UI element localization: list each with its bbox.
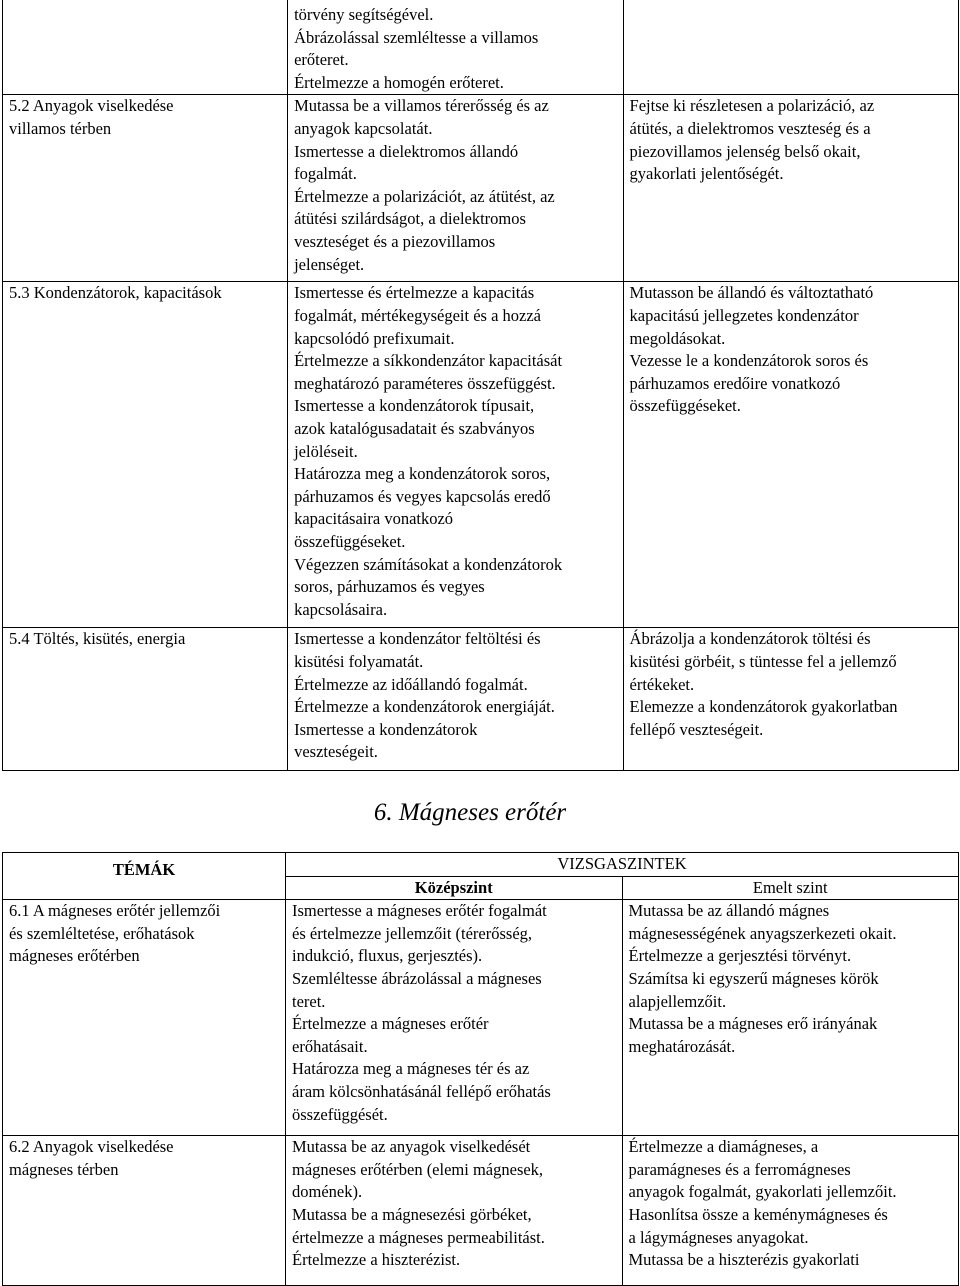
text-line: Értelmezze a gerjesztési törvényt. [628, 946, 852, 966]
text-line: Ismertesse és értelmezze a kapacitás [294, 283, 535, 303]
text-line: fogalmát. [294, 164, 357, 184]
text-line: meghatározó paraméteres összefüggést. [294, 373, 556, 393]
text-line: Értelmezze a mágneses erőtér [292, 1014, 489, 1034]
text-line: Ismertesse a dielektromos állandó [294, 141, 519, 161]
text-line: kapcsolásaira. [294, 599, 388, 619]
text-line: domének). [292, 1182, 363, 1202]
text-line: Vezesse le a kondenzátorok soros és [629, 351, 869, 371]
text-line: kapacitású jellegzetes kondenzátor [629, 305, 859, 325]
text-line: 5.2 Anyagok viselkedése [9, 96, 174, 116]
text-line: Mutasson be állandó és változtatható [629, 283, 874, 303]
text-line: Szemléltesse ábrázolással a mágneses [292, 968, 542, 988]
mid-level-header: Középszint [286, 876, 623, 900]
text-line: Ismertesse a kondenzátorok típusait, [294, 396, 535, 416]
text-line: 5.3 Kondenzátorok, kapacitások [9, 283, 222, 303]
text-line: Mutassa be az anyagok viselkedését [292, 1137, 531, 1157]
text-line: Értelmezze a polarizációt, az átütést, az [294, 186, 555, 206]
text-line: Ismertesse a kondenzátor feltöltési és [294, 629, 541, 649]
advanced-level-cell [622, 1136, 959, 1286]
table-row [3, 900, 959, 1136]
table-row [3, 95, 959, 282]
text-line: Hasonlítsa össze a keménymágneses és [628, 1204, 888, 1224]
text-line: Értelmezze a kondenzátorok energiáját. [294, 697, 555, 717]
text-line: párhuzamos eredőire vonatkozó [629, 373, 841, 393]
text-line: mágneses erőtérben (elemi mágnesek, [292, 1159, 544, 1179]
text-line: és értelmezze jellemzőit (térerősség, [292, 923, 533, 943]
text-line: Ábrázolja a kondenzátorok töltési és [629, 629, 871, 649]
mid-level-cell [288, 95, 623, 282]
text-line: soros, párhuzamos és vegyes [294, 577, 485, 597]
text-line: mágneses térben [9, 1159, 119, 1179]
text-line: anyagok kapcsolatát. [294, 118, 433, 138]
text-line: áram kölcsönhatásánál fellépő erőhatás [292, 1081, 551, 1101]
mid-level-cell [286, 900, 623, 1136]
advanced-level-cell [623, 95, 958, 282]
exam-levels-header: VIZSGASZINTEK [286, 853, 959, 877]
text-line: Fejtse ki részletesen a polarizáció, az [629, 96, 875, 116]
text-line: összefüggéseket. [294, 531, 406, 551]
mid-level-cell [288, 0, 623, 95]
table-row [3, 0, 959, 95]
text-line: gyakorlati jelentőségét. [629, 164, 784, 184]
text-line: veszteséget és a piezovillamos [294, 231, 496, 251]
topic-cell [3, 95, 288, 282]
text-line: anyagok fogalmát, gyakorlati jellemzőit. [628, 1182, 897, 1202]
text-line: erőteret. [294, 50, 349, 70]
topic-cell [3, 0, 288, 95]
text-line: meghatározását. [628, 1036, 736, 1056]
text-line: villamos térben [9, 118, 112, 138]
text-line: veszteségeit. [294, 742, 378, 762]
text-line: Értelmezze a síkkondenzátor kapacitását [294, 351, 563, 371]
text-line: jelöléseit. [294, 441, 358, 461]
section-title: 6. Mágneses erőtér [373, 799, 567, 826]
topic-cell [3, 282, 288, 628]
text-line: Mutassa be az állandó mágnes [628, 901, 830, 921]
text-line: 6.2 Anyagok viselkedése [9, 1137, 174, 1157]
text-line: összefüggését. [292, 1104, 388, 1124]
mid-level-cell [288, 628, 623, 771]
text-line: 5.4 Töltés, kisütés, energia [9, 629, 186, 649]
advanced-level-header: Emelt szint [622, 876, 959, 900]
table-row [3, 1136, 959, 1286]
text-line: átütési szilárdságot, a dielektromos [294, 209, 526, 229]
text-line: Végezzen számításokat a kondenzátorok [294, 554, 563, 574]
text-line: mágneses erőtérben [9, 946, 140, 966]
text-line: kisütési görbéit, s tüntesse fel a jellemző [629, 651, 897, 671]
text-line: kapacitásaira vonatkozó [294, 509, 454, 529]
table-row [3, 282, 959, 628]
topic-cell [3, 1136, 286, 1286]
mid-level-cell [288, 282, 623, 628]
text-line: Elemezze a kondenzátorok gyakorlatban [629, 697, 898, 717]
text-line: Ábrázolással szemléltesse a villamos [294, 27, 539, 47]
topics-header: TÉMÁK [3, 853, 286, 900]
text-line: Számítsa ki egyszerű mágneses körök [628, 968, 879, 988]
advanced-level-cell [623, 282, 958, 628]
text-line: Ismertesse a kondenzátorok [294, 719, 478, 739]
text-line: törvény segítségével. [294, 5, 434, 24]
advanced-level-cell [623, 628, 958, 771]
text-line: Értelmezze a hiszterézist. [292, 1250, 461, 1270]
text-line: Mutassa be a hiszterézis gyakorlati [628, 1250, 860, 1270]
text-line: értékeket. [629, 674, 695, 694]
text-line: értelmezze a mágneses permeabilitást. [292, 1227, 545, 1247]
text-line: azok katalógusadatait és szabványos [294, 418, 535, 438]
mid-level-cell [286, 1136, 623, 1286]
text-line: Mutassa be a mágnesezési görbéket, [292, 1204, 532, 1224]
text-line: megoldásokat. [629, 328, 726, 348]
text-line: fellépő veszteségeit. [629, 719, 764, 739]
topic-cell [3, 628, 288, 771]
text-line: Mutassa be a mágneses erő irányának [628, 1014, 878, 1034]
text-line: jelenséget. [294, 254, 365, 274]
table-row [3, 628, 959, 771]
text-line: Értelmezze a homogén erőteret. [294, 72, 504, 92]
text-line: és szemléltetése, erőhatások [9, 923, 195, 943]
text-line: piezovillamos jelenség belső okait, [629, 141, 861, 161]
text-line: Határozza meg a kondenzátorok soros, [294, 464, 551, 484]
text-line: mágnesességének anyagszerkezeti okait. [628, 923, 897, 943]
text-line: fogalmát, mértékegységeit és a hozzá [294, 305, 542, 325]
text-line: 6.1 A mágneses erőtér jellemzői [9, 901, 221, 921]
text-line: Mutassa be a villamos térerősség és az [294, 96, 549, 116]
text-line: átütés, a dielektromos veszteség és a [629, 118, 871, 138]
text-line: alapjellemzőit. [628, 991, 727, 1011]
text-line: Értelmezze az időállandó fogalmát. [294, 674, 528, 694]
text-line: teret. [292, 991, 326, 1011]
table-header-row [3, 853, 959, 877]
text-line: kisütési folyamatát. [294, 651, 424, 671]
magnetic-field-table [2, 852, 959, 1286]
topic-cell [3, 900, 286, 1136]
text-line: Határozza meg a mágneses tér és az [292, 1059, 530, 1079]
text-line: Ismertesse a mágneses erőtér fogalmát [292, 901, 547, 921]
text-line: indukció, fluxus, gerjesztés). [292, 946, 483, 966]
text-line: összefüggéseket. [629, 396, 741, 416]
top-requirements-table [2, 0, 959, 771]
text-line: Értelmezze a diamágneses, a [628, 1137, 819, 1157]
advanced-level-cell [622, 900, 959, 1136]
text-line: erőhatásait. [292, 1036, 368, 1056]
advanced-level-cell [623, 0, 958, 95]
text-line: a lágymágneses anyagokat. [628, 1227, 809, 1247]
text-line: párhuzamos és vegyes kapcsolás eredő [294, 486, 551, 506]
text-line: kapcsolódó prefixumait. [294, 328, 455, 348]
text-line: paramágneses és a ferromágneses [628, 1159, 851, 1179]
